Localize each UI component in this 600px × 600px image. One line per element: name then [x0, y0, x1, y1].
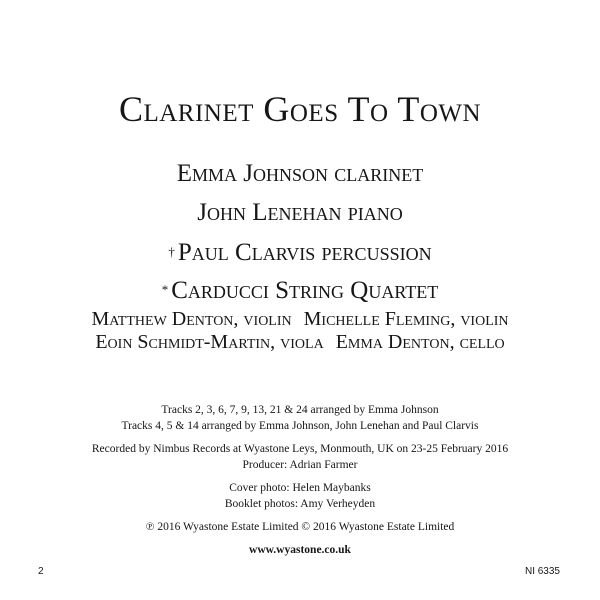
copyright-notice: ℗ 2016 Wyastone Estate Limited © 2016 Wyastone Estate Limited — [145, 521, 455, 533]
performer-role: piano — [347, 199, 403, 226]
performer-line-quartet — [0, 277, 600, 305]
quartet-members-line-2: Eoin Schmidt-Martin, viola Emma Denton, cello — [95, 331, 505, 353]
recording-credit: Recorded by Nimbus Records at Wyastone Leys, Monmouth, UK on 23-25 February 2016 — [91, 443, 509, 455]
quartet-members-line-1: Matthew Denton, violin Michelle Fleming, violin — [91, 308, 509, 330]
catalogue-number: NI 6335 — [524, 566, 560, 577]
performer-line-clarinet — [0, 160, 600, 188]
performer-name: Carducci String Quartet — [171, 277, 439, 304]
cover-photo-credit: Cover photo: Helen Maybanks — [229, 482, 371, 494]
page-number: 2 — [38, 566, 44, 577]
member-name: Michelle Fleming — [303, 308, 451, 330]
member-name: Eoin Schmidt-Martin — [95, 331, 271, 353]
performer-name: John Lenehan — [197, 199, 342, 226]
arrangement-credit: Tracks 2, 3, 6, 7, 9, 13, 21 & 24 arranged by Emma Johnson — [161, 404, 439, 416]
dagger-mark: † — [168, 244, 175, 259]
member-instrument: violin — [243, 308, 292, 330]
member-name: Emma Denton — [335, 331, 450, 353]
member-instrument: viola — [280, 331, 324, 353]
performer-role: percussion — [321, 239, 432, 266]
performer-line-percussion — [0, 239, 600, 267]
member-instrument: cello — [459, 331, 505, 353]
website-link[interactable]: www.wyastone.co.uk — [249, 544, 351, 556]
member-name: Matthew Denton — [91, 308, 234, 330]
album-title: Clarinet Goes To Town — [118, 89, 482, 129]
member-instrument: violin — [460, 308, 509, 330]
booklet-photo-credit: Booklet photos: Amy Verheyden — [224, 498, 376, 510]
asterisk-mark: * — [161, 282, 169, 297]
performer-name: Paul Clarvis — [177, 239, 316, 266]
performer-role: clarinet — [334, 160, 424, 187]
producer-credit: Producer: Adrian Farmer — [242, 459, 358, 471]
arrangement-credit: Tracks 4, 5 & 14 arranged by Emma Johnson, John Lenehan and Paul Clarvis — [121, 420, 479, 432]
performer-line-piano — [0, 199, 600, 227]
performer-name: Emma Johnson — [176, 160, 328, 187]
